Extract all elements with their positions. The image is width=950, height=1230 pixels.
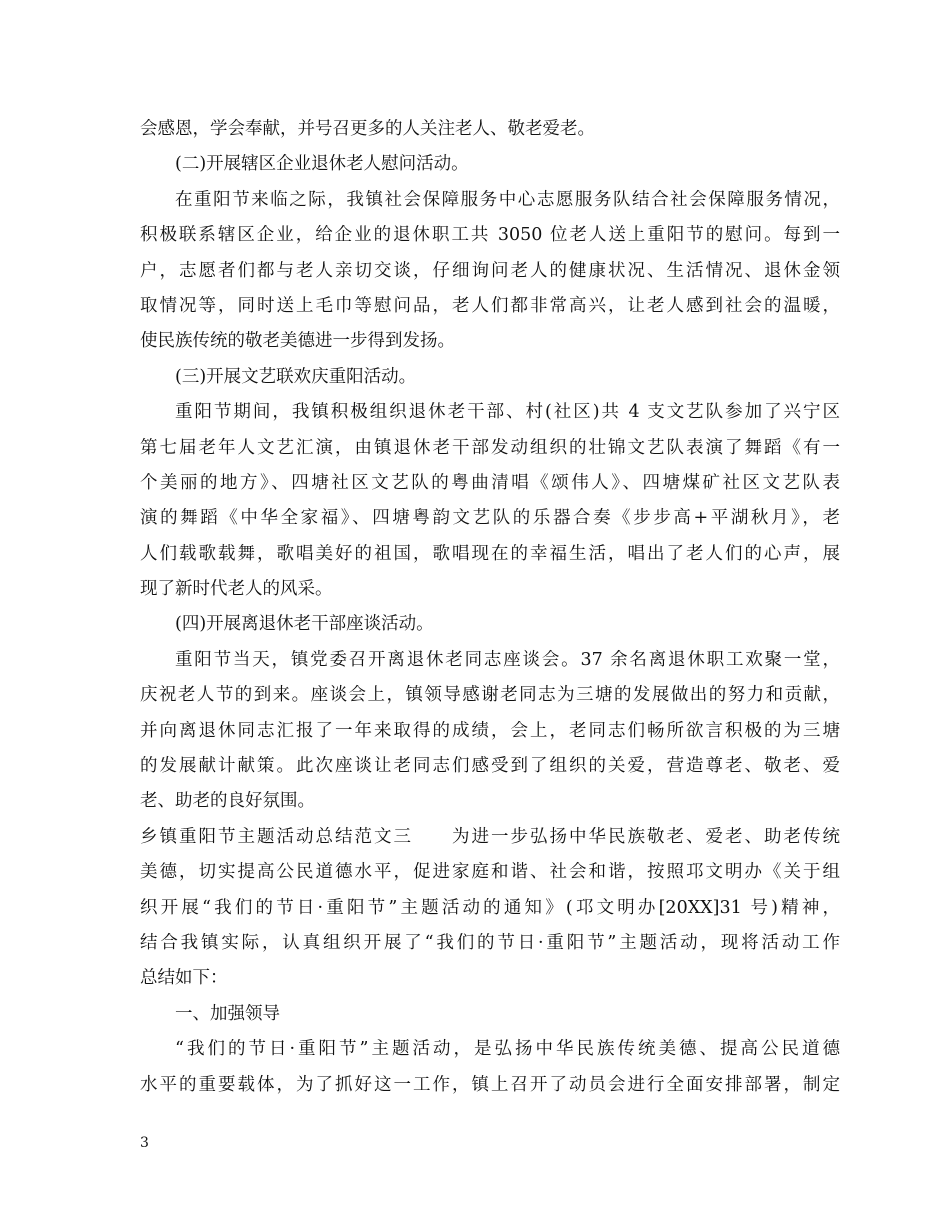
text-line: 老、助老的良好氛围。 (140, 791, 315, 812)
text-line: 一、加强领导 (175, 1003, 280, 1024)
text-line: 现了新时代老人的风采。 (140, 579, 333, 600)
text-line: “我们的节日·重阳节”主题活动，是弘扬中华民族传统美德、提高公民道德 (175, 1039, 840, 1060)
text-line: 重阳节期间，我镇积极组织退休老干部、村(社区)共 4 支文艺队参加了兴宁区 (175, 402, 840, 423)
text-line: 会感恩，学会奉献，并号召更多的人关注老人、敬老爱老。 (140, 119, 595, 139)
text-line: 个美丽的地方》、四塘社区文艺队的粤曲清唱《颂伟人》、四塘煤矿社区文艺队表 (140, 472, 840, 493)
text-line: 美德，切实提高公民道德水平，促进家庭和谐、社会和谐，按照邛文明办《关于组 (140, 862, 840, 883)
text-line: (四)开展离退休老干部座谈活动。 (175, 614, 434, 635)
text-line: 在重阳节来临之际，我镇社会保障服务中心志愿服务队结合社会保障服务情况， (175, 189, 840, 210)
text-line: (三)开展文艺联欢庆重阳活动。 (175, 366, 417, 387)
body-text (140, 112, 840, 1103)
text-line: 水平的重要载体，为了抓好这一工作，镇上召开了动员会进行全面安排部署，制定 (140, 1074, 840, 1095)
text-line: 并向离退休同志汇报了一年来取得的成绩，会上，老同志们畅所欲言积极的为三塘 (140, 720, 840, 741)
text-line: 总结如下： (140, 968, 228, 989)
text-line: 取情况等，同时送上毛巾等慰问品，老人们都非常高兴，让老人感到社会的温暖， (140, 295, 840, 316)
text-line: (二)开展辖区企业退休老人慰问活动。 (175, 154, 469, 175)
text-line: 户，志愿者们都与老人亲切交谈，仔细询问老人的健康状况、生活情况、退休金领 (140, 260, 840, 281)
page-number: 3 (140, 1135, 149, 1151)
text-line: 第七届老年人文艺汇演，由镇退休老干部发动组织的壮锦文艺队表演了舞蹈《有一 (140, 437, 840, 458)
text-line: 的发展献计献策。此次座谈让老同志们感受到了组织的关爱，营造尊老、敬老、爱 (140, 756, 840, 777)
text-line: 使民族传统的敬老美德进一步得到发扬。 (140, 331, 455, 352)
text-line: 积极联系辖区企业，给企业的退休职工共 3050 位老人送上重阳节的慰问。每到一 (140, 225, 840, 246)
text-line: 庆祝老人节的到来。座谈会上，镇领导感谢老同志为三塘的发展做出的努力和贡献， (140, 685, 840, 706)
text-line: 演的舞蹈《中华全家福》、四塘粤韵文艺队的乐器合奏《步步高+平湖秋月》，老 (140, 508, 840, 529)
text-line: 织开展“我们的节日·重阳节”主题活动的通知》(邛文明办[20XX]31 号)精神， (140, 897, 840, 918)
text-line: 结合我镇实际，认真组织开展了“我们的节日·重阳节”主题活动，现将活动工作 (140, 932, 840, 953)
text-line: 人们载歌载舞，歌唱美好的祖国，歌唱现在的幸福生活，唱出了老人们的心声，展 (140, 543, 840, 564)
text-line: 重阳节当天，镇党委召开离退休老同志座谈会。37 余名离退休职工欢聚一堂， (175, 649, 840, 670)
text-line: 乡镇重阳节主题活动总结范文三 为进一步弘扬中华民族敬老、爱老、助老传统 (140, 826, 840, 847)
